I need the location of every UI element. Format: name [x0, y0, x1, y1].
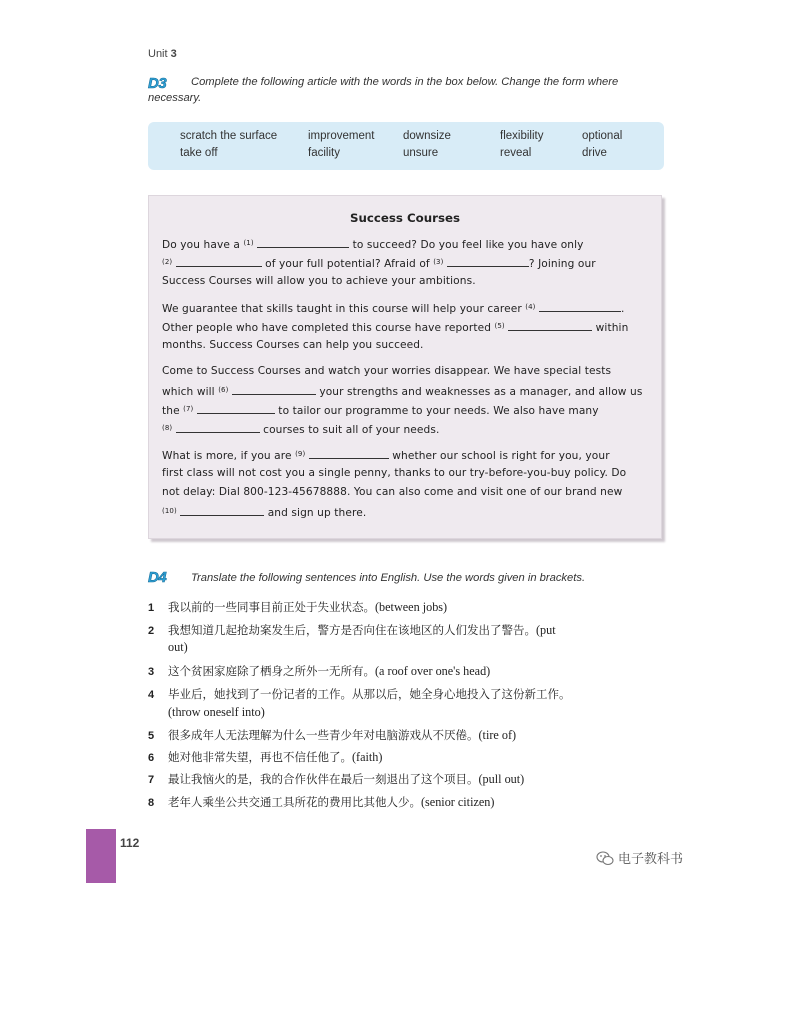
answer-blank[interactable]: [257, 237, 349, 248]
translation-item: [148, 794, 494, 810]
answer-blank[interactable]: [508, 320, 592, 331]
chinese-sentence: 这个贫困家庭除了栖身之所外一无所有。: [168, 664, 375, 678]
chinese-sentence: 我想知道几起抢劫案发生后，警方是否向住在该地区的人们发出了警告。: [168, 623, 536, 637]
article-text: to tailor our programme to your needs. We also have many: [274, 405, 599, 417]
blank-number: (3): [433, 258, 444, 266]
blank-number: (6): [218, 386, 229, 394]
hint-words: (tire of): [478, 728, 517, 742]
article-line: not delay: Dial 800-123-45678888. You can also come and visit one of our brand new: [162, 486, 623, 498]
wechat-icon: [596, 851, 614, 870]
word-item: facility: [308, 147, 340, 159]
d4-badge: D4: [148, 569, 167, 586]
article-line: [162, 403, 599, 417]
article-text: ? Joining our: [528, 258, 596, 270]
article-line: months. Success Courses can help you succeed.: [162, 339, 424, 351]
article-text: What is more, if you are: [162, 450, 296, 462]
hint-words: (a roof over one's head): [375, 664, 491, 678]
article-line: [162, 301, 624, 315]
hint-words-continued: out): [168, 640, 188, 654]
item-number: 3: [148, 666, 155, 678]
page-number: 112: [120, 836, 140, 850]
answer-blank[interactable]: [180, 505, 264, 516]
answer-blank[interactable]: [447, 256, 529, 267]
blank-number: (7): [183, 405, 194, 413]
article-text: within: [592, 322, 629, 334]
hint-words-continued: (throw oneself into): [168, 705, 265, 719]
d3-badge: D3: [148, 75, 167, 92]
answer-blank[interactable]: [176, 256, 262, 267]
chinese-sentence: 我以前的一些同事目前正处于失业状态。: [168, 600, 375, 614]
article-line: [162, 256, 596, 270]
chinese-sentence: 她对他非常失望，再也不信任他了。: [168, 750, 352, 764]
watermark-text: 电子教科书: [618, 852, 684, 867]
answer-blank[interactable]: [197, 403, 275, 414]
chinese-sentence: 毕业后，她找到了一份记者的工作。从那以后，她全身心地投入了这份新工作。: [168, 687, 571, 701]
article-text: Do you have a: [162, 239, 244, 251]
translation-item: [148, 599, 447, 615]
hint-words: (put: [536, 623, 556, 637]
hint-words: (pull out): [478, 772, 525, 786]
answer-blank[interactable]: [176, 422, 260, 433]
word-item: drive: [582, 147, 607, 159]
article-text: whether our school is right for you, your: [388, 450, 610, 462]
answer-blank[interactable]: [309, 448, 389, 459]
article-line: [162, 237, 584, 251]
item-number: 7: [148, 774, 155, 786]
word-box: [148, 122, 664, 170]
translation-item: [148, 686, 571, 702]
blank-number: (5): [494, 322, 505, 330]
article-text: and sign up there.: [264, 507, 367, 519]
word-item: reveal: [500, 147, 532, 159]
blank-number: (2): [162, 258, 173, 266]
word-item: scratch the surface: [180, 130, 278, 142]
word-item: take off: [180, 147, 218, 159]
article-text: Other people who have completed this course have reported: [162, 322, 495, 334]
chinese-sentence: 老年人乘坐公共交通工具所花的费用比其他人少。: [168, 795, 421, 809]
word-item: improvement: [308, 130, 375, 142]
translation-item: [148, 727, 516, 743]
article-line: first class will not cost you a single penny, thanks to our try-before-you-buy policy. Do: [162, 467, 627, 479]
word-item: optional: [582, 130, 623, 142]
article-text: to succeed? Do you feel like you have only: [349, 239, 584, 251]
article-text: which will: [162, 386, 219, 398]
unit-prefix: Unit: [148, 48, 168, 60]
article-text: courses to suit all of your needs.: [259, 424, 440, 436]
chinese-sentence: 最让我恼火的是，我的合作伙伴在最后一刻退出了这个项目。: [168, 772, 479, 786]
word-item: downsize: [403, 130, 451, 142]
watermark: [596, 848, 683, 870]
unit-label: [148, 48, 177, 60]
blank-number: (8): [162, 424, 173, 432]
article-line: [162, 384, 642, 398]
hint-words: (senior citizen): [421, 795, 495, 809]
d4-instruction: Translate the following sentences into English. Use the words given in brackets.: [191, 572, 586, 584]
article-title: Success Courses: [349, 211, 461, 225]
blank-number: (4): [525, 303, 536, 311]
article-line: [162, 505, 366, 519]
hint-words: (between jobs): [375, 600, 448, 614]
item-number: 2: [148, 625, 155, 637]
hint-words: (faith): [352, 750, 383, 764]
article-text: .: [620, 303, 625, 315]
translation-item: [148, 771, 524, 787]
blank-number: (10): [162, 507, 177, 515]
translation-item: [148, 749, 382, 765]
article-text: your strengths and weaknesses as a manager, and allow us: [315, 386, 643, 398]
answer-blank[interactable]: [232, 384, 316, 395]
article-text: We guarantee that skills taught in this course will help your career: [162, 303, 526, 315]
article-line: Success Courses will allow you to achieve your ambitions.: [162, 275, 476, 287]
word-item: unsure: [403, 147, 439, 159]
article-line: [162, 422, 439, 436]
d3-instruction-line2: necessary.: [148, 92, 202, 104]
article-text: the: [162, 405, 184, 417]
article-line: Come to Success Courses and watch your worries disappear. We have special tests: [162, 365, 612, 377]
article-box: [148, 195, 662, 539]
article-line: [162, 448, 610, 462]
translation-item: [148, 622, 556, 638]
item-number: 1: [148, 602, 155, 614]
item-number: 4: [148, 689, 155, 701]
chinese-sentence: 很多成年人无法理解为什么一些青少年对电脑游戏从不厌倦。: [168, 728, 479, 742]
translation-item: [148, 663, 490, 679]
article-text: of your full potential? Afraid of: [261, 258, 434, 270]
item-number: 8: [148, 797, 155, 809]
word-item: flexibility: [500, 130, 544, 142]
blank-number: (1): [243, 239, 254, 247]
d4-header: [148, 567, 166, 586]
article-line: [162, 320, 628, 334]
item-number: 6: [148, 752, 155, 764]
page-color-bar: [86, 829, 116, 883]
answer-blank[interactable]: [539, 301, 621, 312]
unit-number: 3: [170, 48, 177, 60]
item-number: 5: [148, 730, 155, 742]
blank-number: (9): [295, 450, 306, 458]
d3-instruction-line1: Complete the following article with the words in the box below. Change the form where: [191, 76, 619, 88]
